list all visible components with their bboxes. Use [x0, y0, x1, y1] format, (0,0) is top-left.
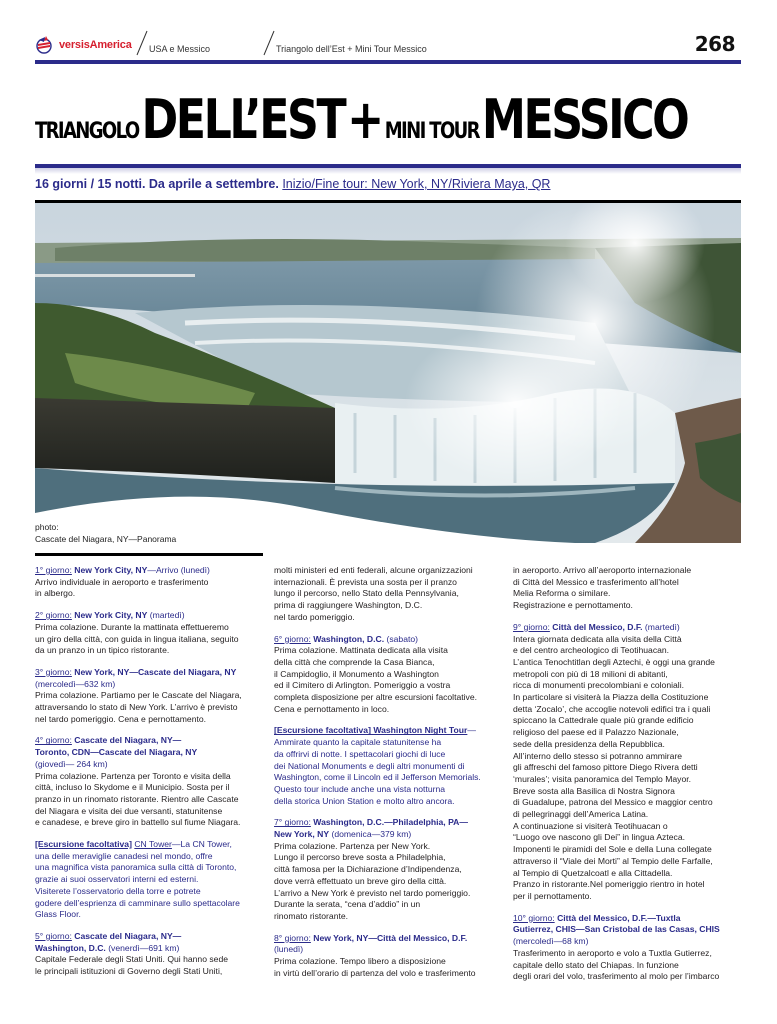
separator-slash-icon [262, 30, 276, 56]
day-heading: 4° giorno: Cascate del Niagara, NY— [35, 735, 182, 746]
title-rule-shadow [35, 168, 741, 174]
photo-caption-text: Cascate del Niagara, NY—Panorama [35, 534, 177, 544]
day-6: 6° giorno: Washington, D.C. (sabato) Prima colazione. Mattinata dedicata alla visita della città che comprende la Casa Bianca, il Campidoglio, il Monumento a Washington ed il Cimitero di Arlington. Pomeriggio a vostra completa disposizione per altre escursioni facoltative. Cena e pernottamento in loco. [274, 634, 506, 716]
day-heading: 8° giorno: New York, NY—Città del Messico, D.F. [274, 932, 468, 943]
optional-excursion-night-tour: [Escursione facoltativa] Washington Night Tour— Ammirate quanto la capitale statunitense ha da offrirvi di notte. I spettacolari giochi di luce dei National Monuments e degli altri monumenti di Washington, come il Lincoln ed il Jefferson Memorials. Questo tour include anche una vista notturna della storica Union Station e molto altro ancora. [274, 725, 481, 806]
breadcrumb-section[interactable]: USA e Messico [149, 44, 211, 54]
day-heading: 7° giorno: Washington, D.C.—Philadelphia, PA— [274, 817, 468, 828]
tour-duration: 16 giorni / 15 notti. Da aprile a settembre. [35, 177, 279, 191]
tour-route-link[interactable]: Inizio/Fine tour: New York, NY/Riviera Maya, QR [282, 177, 551, 191]
day-heading: 1° giorno: New York City, NY—Arrivo (lunedì) [35, 565, 210, 575]
day-4: 4° giorno: Cascate del Niagara, NY— Toronto, CDN—Cascate del Niagara, NY (giovedì— 264 km) Prima colazione. Partenza per Toronto e visita della città, incluso lo Skydome e il Municipio. Sosta per il pranzo in un rinomato ristorante. Rientro alle Cascate del Niagara e visita dei due versanti, statunitense e canadese, e breve giro in battello sul fiume Niagara. [35, 735, 267, 829]
versis-america-logo[interactable] [35, 32, 132, 58]
photo-caption [35, 521, 176, 545]
day-5-continued: molti ministeri ed enti federali, alcune organizzazioni internazionali. È prevista una sosta per il pranzo lungo il percorso, nello Stato della Pennsylvania, prima di raggiungere Washington, D.C. nel tardo pomeriggio. [274, 565, 473, 622]
header-rule [35, 60, 741, 64]
flag-globe-icon [35, 34, 57, 56]
breadcrumb-tour[interactable]: Triangolo dell’Est + Mini Tour Messico [276, 44, 427, 54]
day-heading: 6° giorno: Washington, D.C. (sabato) [274, 633, 419, 644]
niagara-falls-photo [35, 203, 741, 543]
day-10: 10° giorno: Città del Messico, D.F.—Tuxtla Gutierrez, CHIS—San Cristobal de las Casas, CHIS (mercoledì—68 km) Trasferimento in aeroporto e volo a Tuxtla Gutierrez, capitale dello stato del Chiapas. In funzione degli orari del volo, trasferimento al molo per l’imbarco [513, 913, 743, 983]
brand-name: versisAmerica [59, 39, 132, 51]
day-3: 3° giorno: New York, NY—Cascate del Niagara, NY (mercoledì—632 km) Prima colazione. Partiamo per le Cascate del Niagara, attraversando lo stato di New York. L’arrivo è previsto nel tardo pomeriggio. Cena e pernottamento. [35, 667, 267, 726]
day-5: 5° giorno: Cascate del Niagara, NY— Washington, D.C. (venerdì—691 km) Capitale Federale degli Stati Uniti. Qui hanno sede le principali istituzioni di Governo degli Stati Uniti, [35, 931, 267, 978]
day-7: 7° giorno: Washington, D.C.—Philadelphia, PA— New York, NY (domenica—379 km) Prima colazione. Partenza per New York. Lungo il percorso breve sosta a Philadelphia, città famosa per la Dichiarazione d’Indipendenza, dove verrà effettuato un breve giro della città. L’arrivo a New York è previsto nel tardo pomeriggio. Durante la serata, “cena d’addio” in un rinomato ristorante. [274, 817, 506, 922]
separator-slash-icon [135, 30, 149, 56]
day-heading: 2° giorno: New York City, NY (martedì) [35, 610, 185, 621]
caption-rule [35, 553, 263, 556]
day-8-continued: in aeroporto. Arrivo all’aeroporto internazionale di Città del Messico e trasferimento all’hotel Melia Reforma o similare. Registrazione e pernottamento. [513, 565, 692, 611]
day-heading: 5° giorno: Cascate del Niagara, NY— [35, 930, 182, 941]
photo-label: photo: [35, 522, 59, 532]
itinerary-column-1 [35, 565, 267, 988]
page-number: 268 [694, 32, 735, 56]
day-heading: 3° giorno: New York, NY—Cascate del Niagara, NY [35, 666, 237, 677]
itinerary-column-3 [513, 565, 743, 993]
day-1: 1° giorno: New York City, NY—Arrivo (lunedì) Arrivo individuale in aeroporto e trasferimento in albergo. [35, 565, 267, 600]
itinerary-column-2 [274, 565, 506, 990]
day-8: 8° giorno: New York, NY—Città del Messico, D.F. (lunedì) Prima colazione. Tempo libero a disposizione in virtù dell’orario di partenza del volo e trasferimento [274, 933, 506, 980]
tour-subheading [35, 177, 550, 191]
page-header [35, 30, 741, 62]
day-2: 2° giorno: New York City, NY (martedì) Prima colazione. Durante la mattinata effettueremo un giro della città, con guida in lingua italiana, seguito da un pranzo in un tipico ristorante. [35, 610, 267, 657]
page-title: TRIANGOLO DELL’EST + MINI TOUR MESSICO [35, 88, 688, 151]
day-9: 9° giorno: Città del Messico, D.F. (martedì) Intera giornata dedicata alla visita della Città e del centro archeologico di Teotihuacan. L’antica Tenochtitlan degli Aztechi, è oggi una grande metropoli con più di 18 milioni di abitanti, ricca di monumenti precolombiani e coloniali. In particolare si visiterà la Piazza della Costituzione detta ‘Zocalo’, che accoglie notevoli edifici tra i quali spiccano la Cattedrale quale più grande edificio religioso del paese ed il Palazzo Nazionale, sede della presidenza della Repubblica. All’interno dello stesso si potranno ammirare gli affreschi del famoso pittore Diego Rivera detti ‘murales’; visita panoramica del Templo Mayor. Breve sosta alla Basilica di Nostra Signora di Guadalupe, patrona del Messico e maggior centro di pellegrinaggi dell’America Latina. A continuazione si visiterà Teotihuacan o “Luogo ove nascono gli Dei” in lingua Azteca. Imponenti le piramidi del Sole e della Luna collegate attraverso il “Viale dei Morti” al Tempio delle Farfalle, al Tempio di Quetzalcoatl e alla Cittadella. Pranzo in ristorante.Nel pomeriggio rientro in hotel per il pernottamento. [513, 622, 743, 903]
day-heading: 10° giorno: Città del Messico, D.F.—Tuxtla [513, 912, 681, 923]
day-heading: 9° giorno: Città del Messico, D.F. (martedì) [513, 621, 680, 632]
optional-excursion-cn-tower: [Escursione facoltativa] CN Tower—La CN Tower, una delle meraviglie canadesi nel mondo, offre una magnifica vista panoramica sulla città di Toronto, grazie ai suoi osservatori interni ed esterni. Visiterete l’osservatorio della torre e potrete godere dell’esprienza di camminare sullo spettacolare Glass Floor. [35, 839, 240, 920]
